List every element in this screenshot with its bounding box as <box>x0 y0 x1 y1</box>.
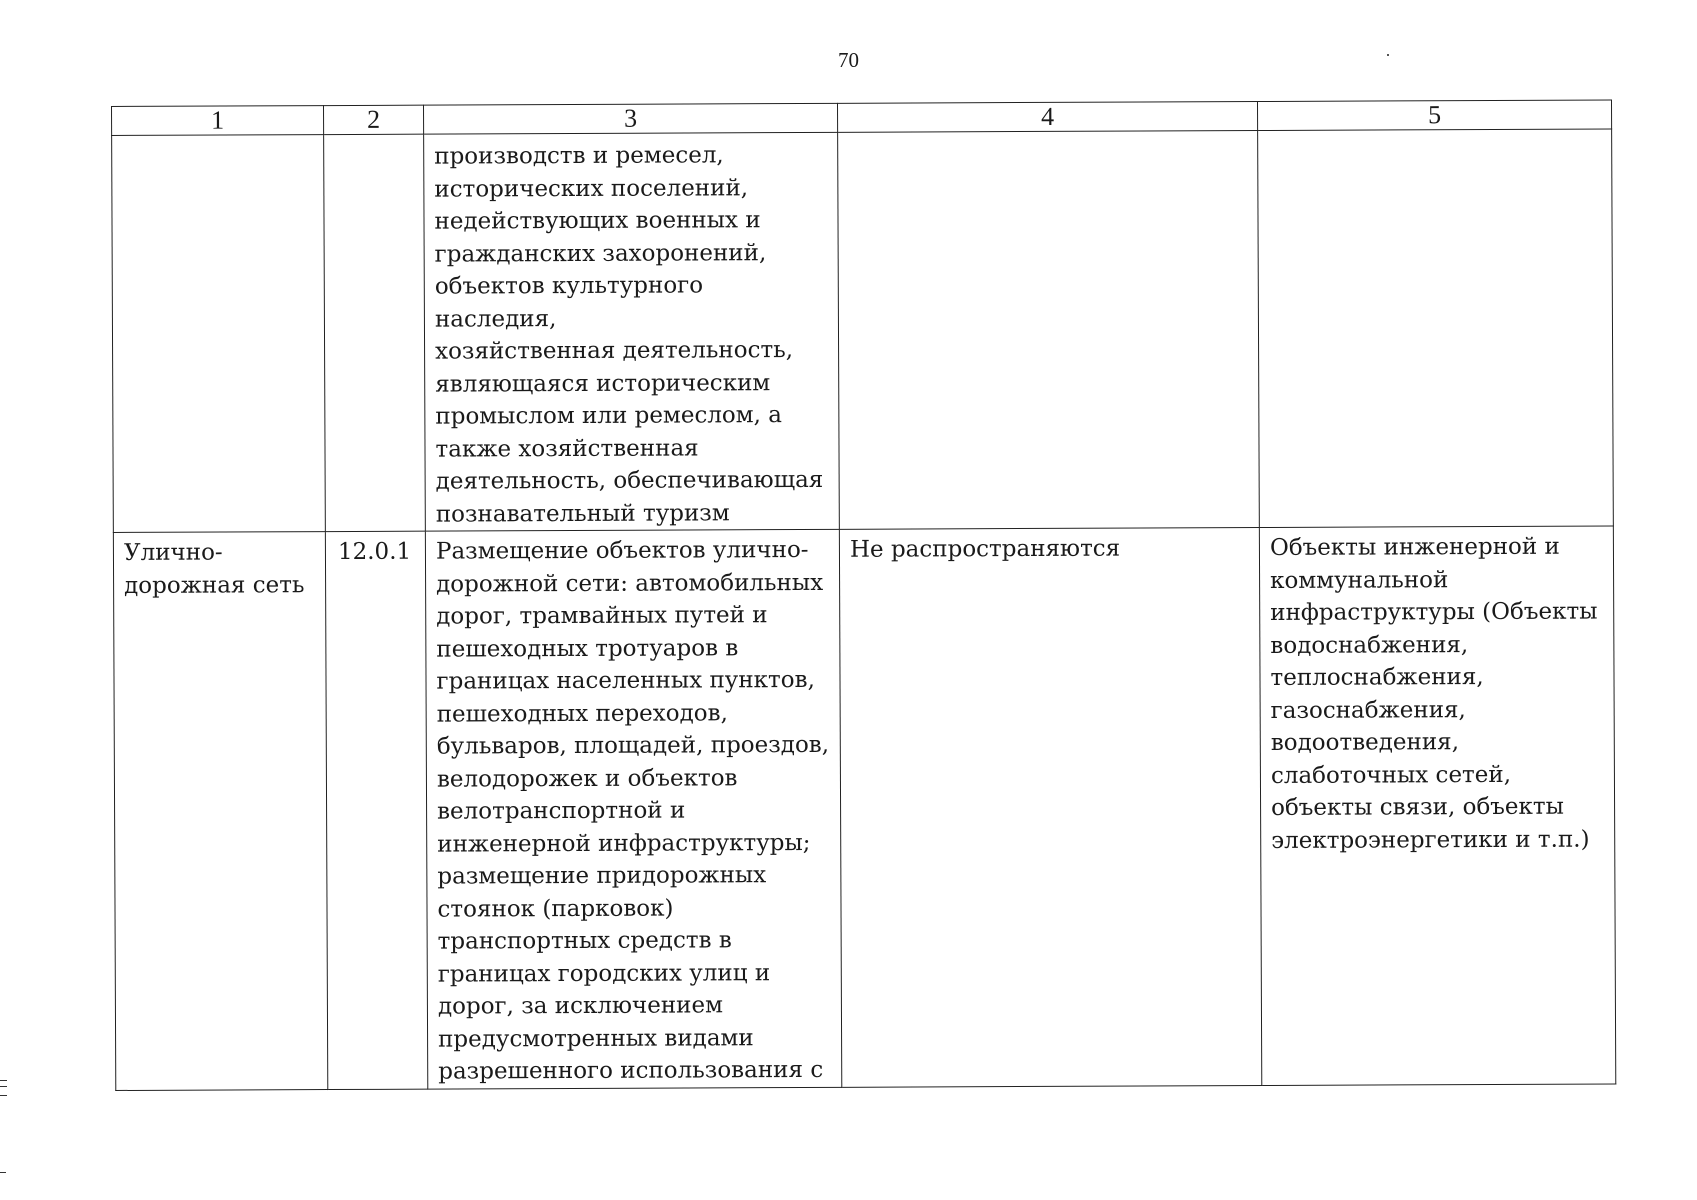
parameters-text: Не распространяются <box>849 535 1121 563</box>
auxiliary-uses-text: Объекты инженерной и коммунальной инфраструктуры (Объекты водоснабжения, теплоснабжения, газоснабжения, водоотведения, слаботочных сетей, объекты связи, объекты электроэнергетики и т.п.) <box>1269 533 1598 854</box>
table-row <box>113 526 1615 1090</box>
cell-use-name <box>113 532 327 1090</box>
cell-use-code <box>325 531 427 1089</box>
cell-use-name <box>112 135 326 533</box>
header-col-5: 5 <box>1257 100 1611 131</box>
use-code-text: 12.0.1 <box>337 538 412 566</box>
cell-parameters <box>839 527 1261 1086</box>
table-row <box>112 129 1614 533</box>
cell-parameters <box>838 130 1260 529</box>
scan-speck <box>1387 54 1389 56</box>
cell-use-description <box>424 132 840 531</box>
cell-use-description <box>425 529 841 1088</box>
zoning-table <box>111 99 1616 1090</box>
header-col-4: 4 <box>837 101 1257 132</box>
cell-use-code <box>324 134 426 531</box>
description-text: Размещение объектов улично- дорожной сети: автомобильных дорог, трамвайных путей и пешеходных тротуаров в границах населенных пунктов, пешеходных переходов, бульваров, площадей, проездов, велодорожек и объектов велотранспортной и инженерной инфраструктуры; размещение придорожных стоянок (парковок) транспортных средств в границах городских улиц и дорог, за исключением предусмотренных видами разрешенного использования с <box>435 536 830 1085</box>
cell-auxiliary-uses <box>1259 526 1615 1085</box>
cell-auxiliary-uses <box>1258 129 1614 528</box>
header-col-3: 3 <box>423 103 837 134</box>
page-number: 70 <box>838 48 859 72</box>
description-text: производств и ремесел, исторических поселений, недействующих военных и гражданских захоронений, объектов культурного наследия, хозяйственная деятельность, являющаяся историческим промыслом или ремеслом, а также хозяйственная деятельность, обеспечивающая познавательный туризм <box>434 142 824 528</box>
header-col-2: 2 <box>324 105 424 134</box>
binding-mark <box>0 1080 7 1096</box>
use-name-text: Улично- дорожная сеть <box>123 539 305 599</box>
binding-mark <box>0 1172 6 1173</box>
header-col-1: 1 <box>112 106 324 136</box>
